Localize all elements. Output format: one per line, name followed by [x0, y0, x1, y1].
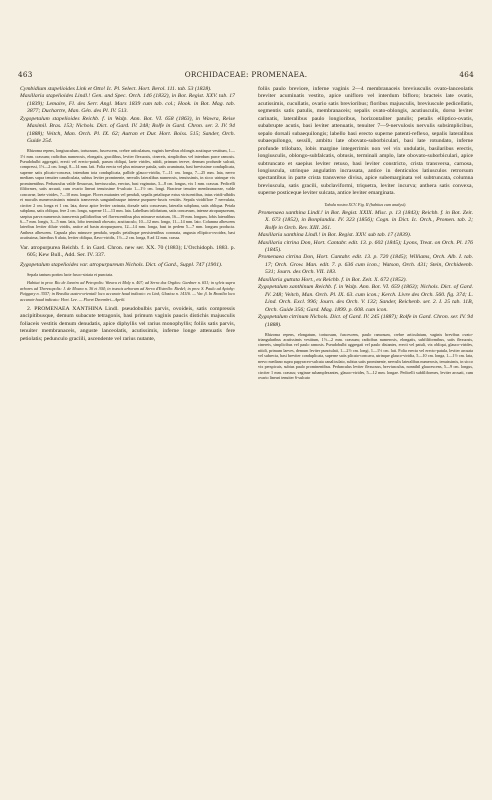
synonym-entry: Zygopetalum stapelioides Reichb. f. in Walp. Ann. Bot. VI. 658 (1863), in Wawra, Reise Maximil. Bras. 153; Nichols. Dict. of Gard. IV. 248; Rolfe in Gard. Chron. ser. 3. IV. 94 (1888); Veitch, Man. Orch. Pl. IX. 62; Autran et Dur. Hort. Boiss. 515; Sander, Orch. Guide 254. — [20, 115, 235, 145]
species-description: Rhizoma repens, elongatum, tortuosum, fuscescens, paulo ramosum, crebre articulatum, vaginis brevibus ovato-triangularibus acutissimis vestitum, 1½—2 mm. crassum; radicibus numerosis, elongatis, subfiliformibus, satis flexuosis, cinereis, simplicibus vel paulo ramosis. Pseudobulbi aggregati vel paulo distantes, erecti vel patuli, vix obliqui, glauco-virides, nitidi, primum laeves, demum leviter punctulati, 1—2½ cm. longi, 1—1½ cm. lati. Folia erecta vel erecto-patula, leviter arcuata vel subrecta, basi breviter conduplicata, superne satis plicato-concava, utrinque glauco-viridia, 5—10 cm. longa, 1—1½ cm. lata, nervo mediano supra papyraceo-sulcata canaliculato, subtus satis prominente, nervulis lateralibus numerosis, tenuissimis, in sicco vix perspicuis, subtus paulo prominentibus. Pedunculus leviter flexuosus, breviusculus, nonnihil glaucescens, 5—9 cm. longus, circiter 1 mm. crassus; vaginae subamplexantes, glauco-virides, 5—12 mm. longae. Pedicelli subfiliformes, leviter arcuati, cum ovario lineari tenuiter 6-sulcato — [258, 331, 473, 381]
left-column — [20, 86, 235, 786]
page-number-right: 464 — [459, 70, 474, 79]
synonym-entry: Zygopetalum citrinum Nichols. Dict. of Gard. IV. 245 (1887); Rolfe in Gard. Chron. ser. IV. 94 (1888). — [258, 314, 473, 328]
synonym-entry: Promenaea xanthina Lindl.! in Bot. Regist. XXIX. Misc. p. 13 (1843); Reichb. f. in Bot. Zeit. X. 673 (1852), in Bonplandia. IV. 323 (1856); Cogn. in Dict. Ic. Orch., Promen. tab. 2; Rolfe in Orch. Rev. XIII. 261. — [258, 209, 473, 231]
synonym-entry: Maxillaria stapelioides Lindl.! Gen. and Spec. Orch. 146 (1832), in Bot. Regist. XXV. tab. 17 (1839); Lemaire, Fl. des Serr. Angl. Mars 1839 cum tab. col.; Hook. in Bot. Mag. tab. 3877; Duchartre, Man. Gén. des Pl. IV. 513. — [20, 93, 235, 115]
species-text-continued: foliis paulo breviore, inferne vaginis 2—4 membranaceis breviusculis ovato-lanceolatis breviter acuminatis vestito, apice unifloro vel interdum bifloro; bracteis late ovatis, acutissimis, cucullatis, ovario satis brevioribus; floribus majusculis, breviuscule pedicellatis, segmentis satis patulis, membranaceis; sepalis ovato-oblongis, acutiusculis, dorso leviter carinatis, lateralibus paulo longioribus, horizontaliter patulis; petalis elliptico-ovatis, subabrupte acutis, basi leviter attenuatis, tenuiter 7—9-nervulosis nervulis subsimplicibus, sepalo dorsali subaequilongis; labello basi erecto superne patenti-reflexo, sepalis lateralibus subaequilongo, sessili, ambitu late obovato-suborbiculari, basi late rotundato, inferne profunde trilobato, lobis margine integerrimis non vel vix undulatis, basilaribus erectis, longiusculis, oblongo-subfalcatis, obtusis, terminali amplo, late obovato-suborbiculari, apice subtruncato et saepius leviter retuso, basi leviter constricto, crista transversa, carnosa, longiuscula, utrinque angulatim incrassata, antice in denticulos latiusculos retrorsum spectantibus in parte crista transverse divisa, apice subemarginata vel subtruncata, columna breviuscula, satis gracili, subclaviformi, triquetra, leviter incurva; anthera satis convexa, superne posticeque leviter sulcata, antice leviter emarginata. — [258, 86, 473, 197]
species-heading: 2. PROMENAEA XANTHINA Lindl. — [27, 305, 119, 312]
synonym-entry: Cymbidium stapelioides Link et Otto! Ic. Pl. Select. Hort. Berol. 111. tab. 53 (1828). — [20, 86, 212, 92]
variety-synonym: Zygopetalum stapelioides var. atropurpureum Nichols. Dict. of Gard., Suppl. 747 (1901). — [20, 262, 223, 269]
synonym-entry: Maxillaria xanthina Lindl.! in Bot. Regist. XXV. sub tab. 17 (1839). — [258, 232, 412, 239]
variety-description: Sepala tantum portim lacte fusco-striata et punctata. — [27, 272, 114, 278]
synonym-entry: Promenaea citrina Don, Hort. Cantabr. edit. 13. p. 720 (1845); Williams, Orch. Alb. I. tab. 17; Orch. Grow. Man. edit. 7. p. 636 cum icon.; Watson, Orch. 431; Stein, Orchideenb. 531; Journ. des Orch. VII. 183. — [258, 254, 473, 276]
synonym-entry: Maxillaria citrina Don, Hort. Cantabr. edit. 13. p. 602 (1845); Lyons, Treat. on Orch. Pl. 176 (1845). — [258, 239, 473, 254]
species-description: Rhizoma repens, longiusculum, tortuosum, fuscescens, crebre articulatum, vaginis brevibus oblongis acutisque vestitum, 1—1½ mm. crassum; radicibus numerosis, elongatis, gracilibus, leviter flexuosis, cinereis, simplicibus vel interdum parce ramosis. Pseudobulbi aggregati, erecti vel erecto-patuli, parum obliqui, laete virides, nitidi, primum tereve, demum profunde sulcati, compressi, 1½—2 cm. longi, 8—14 mm. lati. Folia erecta vel plus minusve patula, satis acuminata, basi brevissime conduplicata, superne satis plicato-concava, intendum tota conduplicata, pallide glauco-viridia, 7—11 cm. longa, 7—25 mm. lata, nervo medians supra tenuiter canaliculata, subtus leviter prominente, nervulis lateralibus numerosis, tenuissimis, in sicco utrinque vix prominentibus. Pedunculus valde flexuosus, breviusculus, erectus, basi vaginatus, 3—8 cm. longus, vix 1 mm. crassus. Pedicelli filiformes, satis arcuati, cum ovario lineari tenuissime 6-sulcato 1—1½ cm. longi. Bracteae tenuiter membranaceae, valde concavae, laete virides, 7—10 mm. longae. Flores mutantes vel penduli, sepalis petalisque extus viriscentibus, intus viridi-albidis et maculis numerosissimis minutis transversis sanguinibusque intense purpureo-fuscis vestitis. Sepala viridiflore 7 nervulata, circiter 2 cm. longa et 1 cm. lata, dorso apice leviter carinata, dorsale satis concavum, lateralia subplana, satis obliqua. Petala subplana, satis obliqua, fere 2 cm. longa, superne 11—13 mm. lata. Labellum trilobatum, satis concavum, intense atropurpureum, saepius parva numerosis transversis pallidioribus vel flavescentibus plus minusve notatum, 16—19 mm. longum, lobis lateralibus 6—7 mm. longis, 3—5 mm. latis, lobo terminali obovato, acutiusculo, 10—12 mm. longo, 11—14 mm. lato. Columna albescens lateribus leviter dilute viridis, antice ad basin atropurpurea, 12—14 mm. longa, basi in pedem 5—7 mm. longum producta. Anthera albescens. Capsula plus minusve pendula, sepalis petalisque persistentibus coronata, angusta elliptico-ovoidea, basi acutissima, lateribus 6 alata, leviter obliqua, flavo-viridis, 1½—2 cm. longa, 8 ad 12 mm. crassa. — [20, 148, 235, 241]
synonym-entry: Zygopetalum xanthinum Reichb. f. in Walp. Ann. Bot. VI. 659 (1863); Nichols. Dict. of Gard. IV. 248; Veitch, Man. Orch. Pl. IX. 63. cum icon.; Kerch. Livre des Orch. 560. fig. 374; L. Lind. Orch. Excl. 996; Journ. des Orch. V. 132; Sander, Reichenb. ser. 2. I. 25 tab. 11B, Orch. Guide 356; Gard. Mag. 1899. p. 608. cum icon. — [258, 284, 473, 313]
habitat-note: Habitat in prov. Rio de Janeiro ad Petropolis: Wawra et Maly n. 407; ad Serra dos Orgãos: Gardner n. 651; in sylvis supra arbores ad Theresopolis: J. de Moura n. 36 et 304; in truncis arborum ad Serra d'Estrella: Riedel; in prov. S. Paulo ad Apiahy: Puiggary n. 3557; in Brasilia austro-orientali loco accurate haud indicato: ex Link, Glaziou n. 14116. — Var. β. In Brasilia loco accurate haud indicato: Hort. Lee. — Floret Decembri—Aprili. — [20, 280, 235, 302]
species-text: pseudobulbis parvis, ovoideis, satis compressis ancipitibusque, demum subacute tetragonis, basi primum vaginis paucis distichis majusculis foliaceis vestitis demum denudatis, apice diphyllis vel rarius monophyllis; foliis satis parvis, tenuiter membranaceis, anguste lanceolatis, acutissimis, inferne longe attenuatis fere petiolatis; pedunculo graciili, ascendente vel rarius nutante, — [20, 305, 235, 342]
plate-reference: Tabula nostra XCV. Fig. II (habitus cum analysi). — [324, 201, 407, 207]
page-number-left: 463 — [18, 70, 33, 79]
right-column — [258, 86, 473, 786]
species-paragraph — [20, 306, 235, 343]
running-head: ORCHIDACEAE: PROMENAEA. — [184, 70, 308, 79]
synonym-entry: Maxillaria guttata Hort., ex Reichb. f. in Bot. Zeit. X. 672 (1852). — [258, 276, 407, 283]
variety-synonym: Var. atropurpurea Reichb. f. in Gard. Chron. new ser. XX. 70 (1883); L'Orchidoph. 1883. p. 605; Kew Bull., Add. Ser. IV. 337. — [20, 244, 235, 259]
